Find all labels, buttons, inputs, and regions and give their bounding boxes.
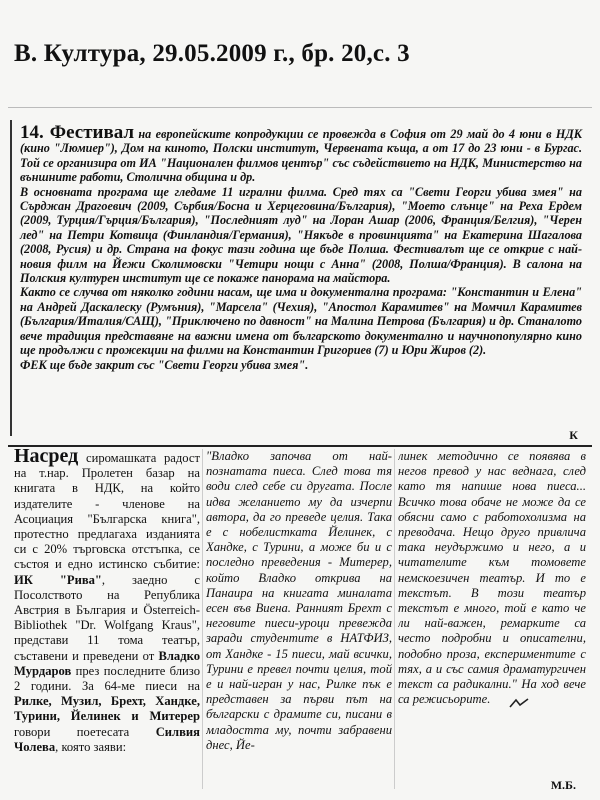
festival-paragraph-4: ФЕК ще бъде закрит със "Свети Георги убива змея". — [20, 357, 309, 372]
book-article-paragraph — [14, 449, 200, 755]
publisher-name: ИК "Рива" — [14, 572, 102, 587]
festival-article-text — [20, 122, 582, 372]
festival-intro: на европейските копродукции се провежда в София от 29 май до 4 юни в НДК (кино "Люмиер"), Дом на киното, Полски институт, Червената къща, а от 17 до 23 юни - в Бургас. Той се организира от ИА "Национален филмов център" със съдействието на НДК, Министерство на външните работи, Столична община и др. — [20, 127, 582, 185]
text-run: , която заяви: — [55, 739, 127, 754]
author-names: Рилке, Музил, Брехт, Хандке, Турини, Йелинек и Митерер — [14, 694, 200, 724]
book-article-signature: М.Б. — [550, 778, 576, 792]
quote-text-continued: линек методично се появява в негов превод у нас веднага, след като тя напише нова пиеса... Всичко това обаче не може да се обясни само с работохолизма на преводача. Нещо друго привлича така неудържимо и него, а и читателите към томовете немскоезичен театър. И то е текстът. В този театър текстът е много, той е като че ли най-важен, ремарките са често подробни и описателни, подобно проза, експериментите с тях, а и със самия драматургичен текст са радикални." На ход вече са режисьорите. — [398, 449, 586, 707]
column-separator — [394, 449, 395, 789]
book-article-column-1 — [14, 449, 200, 800]
text-run: сиромашката радост на т.нар. Пролетен базар на книгата в НДК, на който издателите - членове на Асоциация "Българска книга", протестно предлагаха изданията си с 20% търговска отстъпка, се състоя и едно истинско събитие: — [14, 451, 200, 572]
quote-text: "Владко започва от най-познатата пиеса. След това тя води след себе си другата. После идва желанието му да изчерпи автора, да го преведе целия. Така е с нобелистката Йелинек, с Хандке, с Турини, а може би и с последно преведения - Митерер, който Владко открива на Панаира на книгата миналата есен във Виена. Ранният Брехт с неговите пиеси-уроци превежда заради студентите в НАТФИЗ, от Хандке - 15 пиеси, май всички, Турини е превел почти целия, той е и най-игран у нас, Рилке пък е представен за първи път на български с драмите си, писани в младостта му, почти забравени днес, Йе- — [206, 449, 392, 752]
festival-paragraph-3: Както се случва от няколко години насам, ще има и документална програма: "Константин и Елена" на Андрей Даскалеску (Румъния), "Марсела" (Чехия), "Апостол Карамитев" на Момчил Карамитев (България/Италия/САЩ), "Приключено по давност" на Малина Петрова (България) и др. Станалото вече традиция представяне на важни имена от българското документално и научнопопулярно кино ще продължи с прожекции на филми на Константин Григориев (7) и Юри Жиров (2). — [20, 285, 582, 358]
pen-scratch-mark — [508, 697, 532, 709]
top-rule — [8, 107, 592, 108]
festival-paragraph-1 — [20, 122, 582, 185]
article-divider — [8, 445, 592, 447]
text-run: през последните близо 2 години. За 64-ме пиеси на — [14, 663, 200, 694]
book-article-lead: Насред — [14, 449, 79, 467]
festival-lead: 14. Фестивал — [20, 122, 135, 143]
book-article-column-3 — [398, 449, 586, 800]
text-run: , заедно с Посолството на Република Австрия в България и Österreich-Bibliothek "Dr. Wolfgang Kraus", представи 11 тома театър, съставени и преведени от — [14, 572, 200, 663]
poet-name: Силвия Чолева — [14, 724, 200, 754]
festival-signature: К — [569, 428, 578, 442]
text-run: говори поетесата — [14, 724, 156, 739]
newspaper-header: В. Култура, 29.05.2009 г., бр. 20,с. 3 — [14, 40, 410, 67]
translator-name: Владко Мурдаров — [14, 648, 200, 678]
festival-paragraph-2: В основната програма ще гледаме 11 игрални филма. Сред тях са "Свети Георги убива змея" на Сърджан Драгоевич (2009, Сърбия/Босна и Херцеговина/България), "Моето слънце" на Реха Ердем (2009, Турция/Гърция/България), "Последният луд" на Лоран Ашар (2006, Франция/Белгия), "Черен лед" на Петри Котвица (Финландия/Германия), "Някъде в провинцията" на Екатерина Шагалова (2008, Русия) и др. Страна на фокус тази година ще бъде Полша. Фестивалът ще се открие с най-новия филм на Йежи Сколимовски "Четири нощи с Анна" (2008, Полша/Франция). В салона на Полския културен институт ще се покаже панорама на майстора. — [20, 184, 582, 286]
column-separator — [202, 449, 203, 789]
festival-article — [10, 120, 588, 436]
book-article-column-2 — [206, 449, 392, 800]
